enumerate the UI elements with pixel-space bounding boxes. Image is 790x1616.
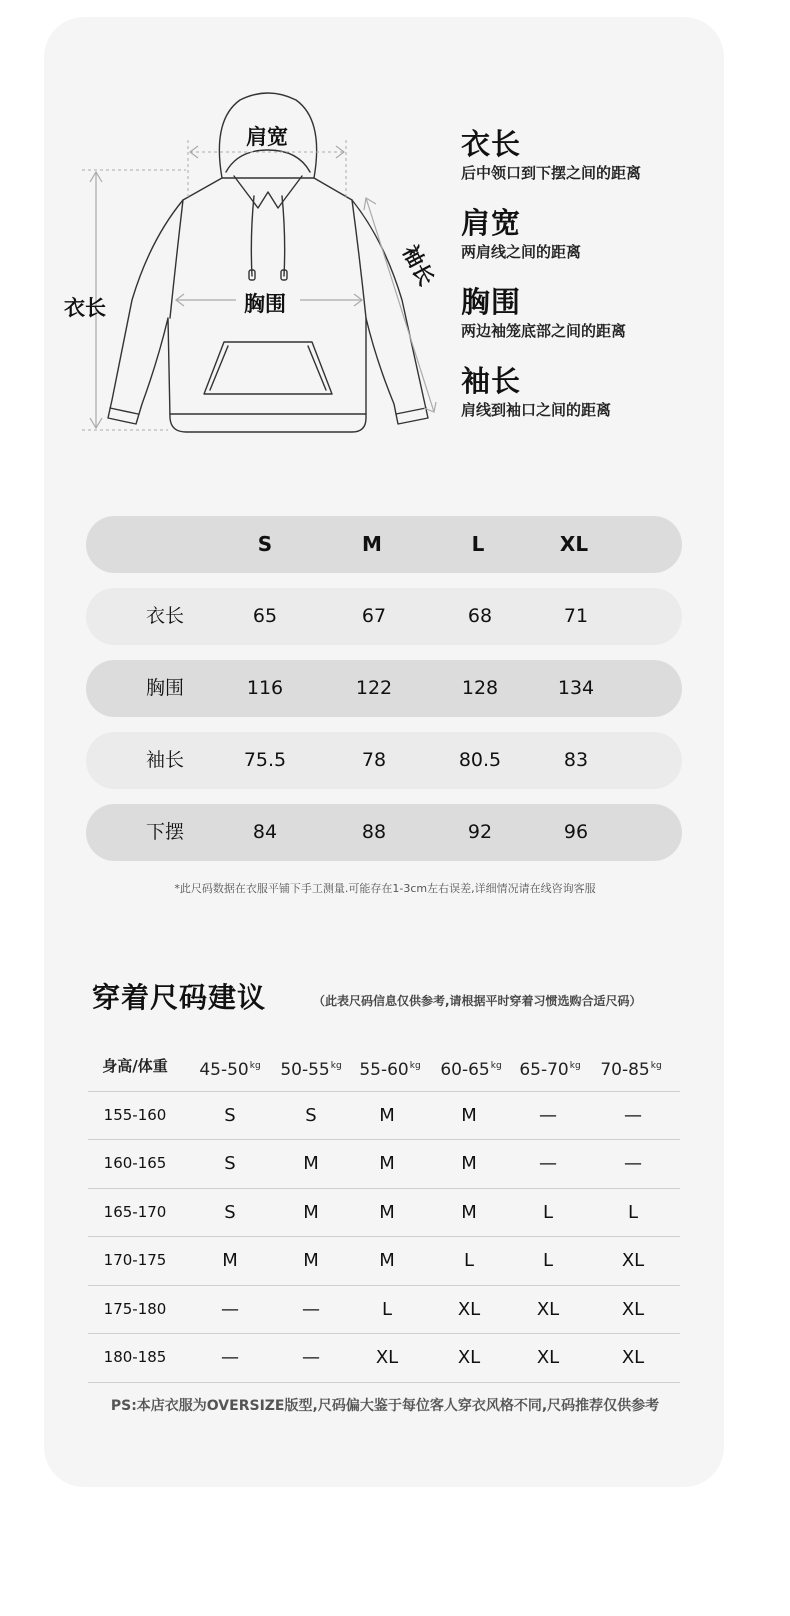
size-table-header — [86, 516, 682, 573]
definition-desc: 两边袖笼底部之间的距离 — [461, 322, 627, 340]
definition-item — [461, 284, 761, 363]
size-recommendation: L — [463, 1250, 475, 1271]
measurement-note: *此尺码数据在衣服平铺下手工测量.可能存在1-3cm左右误差,详细情况请在线咨询客服 — [174, 882, 596, 895]
size-row-label: 衣长 — [145, 605, 184, 627]
size-recommendation: M — [379, 1201, 395, 1223]
size-value: 65 — [252, 605, 278, 627]
size-value: 71 — [563, 605, 589, 627]
recommend-row — [88, 1140, 680, 1189]
size-row-label: 下摆 — [145, 821, 184, 843]
label-sleeve: 袖长 — [397, 241, 439, 290]
size-recommendation: XL — [536, 1298, 560, 1320]
size-value: 122 — [355, 677, 393, 699]
size-table-row — [86, 804, 682, 861]
size-value: 134 — [557, 677, 595, 699]
size-recommendation: M — [379, 1104, 395, 1126]
size-table-row — [86, 732, 682, 789]
size-value: 96 — [563, 821, 589, 843]
definition-item — [461, 126, 761, 205]
size-value: 116 — [246, 677, 284, 699]
height-range: 170-175 — [103, 1251, 167, 1269]
size-recommendation: L — [627, 1201, 639, 1223]
size-recommendation: M — [303, 1250, 319, 1271]
size-value: 68 — [467, 605, 493, 627]
definition-title: 胸围 — [461, 285, 522, 319]
size-recommendation: M — [461, 1153, 477, 1174]
weight-header: $60-65^{kg}$ — [440, 1060, 502, 1080]
definition-title: 肩宽 — [461, 206, 522, 240]
size-recommendation: XL — [621, 1250, 645, 1271]
size-recommendation: S — [305, 1104, 317, 1126]
size-value: 92 — [467, 821, 493, 843]
definition-desc: 后中领口到下摆之间的距离 — [461, 164, 642, 182]
size-recommendation: M — [303, 1201, 319, 1223]
size-value: 80.5 — [458, 749, 502, 771]
definition-desc: 肩线到袖口之间的距离 — [461, 401, 612, 419]
size-recommendation: — — [624, 1153, 642, 1174]
size-table — [86, 516, 682, 876]
size-value: 78 — [361, 749, 387, 771]
definition-title: 衣长 — [461, 127, 522, 161]
height-range: 175-180 — [103, 1299, 167, 1318]
height-range: 160-165 — [103, 1154, 167, 1172]
definition-item — [461, 205, 761, 284]
size-recommendation: — — [221, 1347, 239, 1368]
label-length: 衣长 — [64, 296, 106, 320]
recommend-table — [88, 1043, 680, 1383]
size-header-cell: XL — [559, 532, 589, 556]
size-recommendation: — — [302, 1298, 320, 1320]
size-recommendation: M — [379, 1153, 395, 1174]
size-recommendation: XL — [621, 1347, 645, 1368]
height-range: 180-185 — [103, 1348, 167, 1366]
size-value: 128 — [461, 677, 499, 699]
size-recommendation: M — [303, 1153, 319, 1174]
size-recommendation: — — [302, 1347, 320, 1368]
recommend-row — [88, 1334, 680, 1383]
height-range: 155-160 — [103, 1105, 167, 1124]
size-recommendation: M — [461, 1104, 477, 1126]
size-recommendation: — — [624, 1104, 642, 1126]
size-table-row — [86, 660, 682, 717]
size-value: 75.5 — [243, 749, 287, 771]
label-shoulder: 肩宽 — [246, 125, 288, 149]
size-header-cell: S — [257, 532, 273, 556]
height-range: 165-170 — [103, 1202, 167, 1221]
label-chest: 胸围 — [244, 292, 286, 316]
size-recommendation: — — [539, 1153, 557, 1174]
recommend-row — [88, 1189, 680, 1238]
size-recommendation: M — [379, 1250, 395, 1271]
definition-title: 袖长 — [461, 364, 522, 398]
size-header-cell: L — [471, 532, 485, 556]
size-recommendation: M — [461, 1201, 477, 1223]
size-recommendation: S — [224, 1104, 236, 1126]
size-recommendation: XL — [621, 1298, 645, 1320]
measurement-definitions — [461, 126, 761, 442]
size-recommendation: M — [222, 1250, 238, 1271]
weight-header: $55-60^{kg}$ — [359, 1060, 421, 1080]
recommend-subtitle: （此表尺码信息仅供参考,请根据平时穿着习惯选购合适尺码） — [313, 994, 642, 1008]
size-value: 84 — [252, 821, 278, 843]
weight-header: $50-55^{kg}$ — [280, 1060, 342, 1080]
size-row-label: 胸围 — [145, 677, 184, 699]
recommend-header-row — [88, 1043, 680, 1092]
size-recommendation: L — [381, 1298, 393, 1320]
size-table-row — [86, 588, 682, 645]
size-recommendation: XL — [375, 1347, 399, 1368]
size-value: 88 — [361, 821, 387, 843]
size-recommendation: L — [542, 1201, 554, 1223]
recommend-row — [88, 1286, 680, 1335]
size-value: 83 — [563, 749, 589, 771]
recommend-title: 穿着尺码建议 — [92, 981, 267, 1014]
oversize-note: PS:本店衣服为OVERSIZE版型,尺码偏大鉴于每位客人穿衣风格不同,尺码推荐仅供参考 — [110, 1398, 660, 1414]
size-row-label: 袖长 — [145, 749, 184, 771]
size-recommendation: XL — [457, 1298, 481, 1320]
size-recommendation: XL — [457, 1347, 481, 1368]
weight-header: $70-85^{kg}$ — [600, 1060, 662, 1080]
recommend-header-label: 身高/体重 — [102, 1057, 168, 1075]
weight-header: $65-70^{kg}$ — [519, 1060, 581, 1080]
recommend-row — [88, 1237, 680, 1286]
size-header-cell: M — [362, 532, 382, 556]
size-value: 67 — [361, 605, 387, 627]
size-recommendation: S — [224, 1201, 236, 1223]
size-recommendation: — — [221, 1298, 239, 1320]
size-recommendation: XL — [536, 1347, 560, 1368]
definition-desc: 两肩线之间的距离 — [461, 243, 582, 261]
size-recommendation: S — [224, 1153, 236, 1174]
definition-item — [461, 363, 761, 442]
size-recommendation: L — [542, 1250, 554, 1271]
size-recommendation: — — [539, 1104, 557, 1126]
weight-header: $45-50^{kg}$ — [199, 1060, 261, 1080]
recommend-row — [88, 1092, 680, 1141]
